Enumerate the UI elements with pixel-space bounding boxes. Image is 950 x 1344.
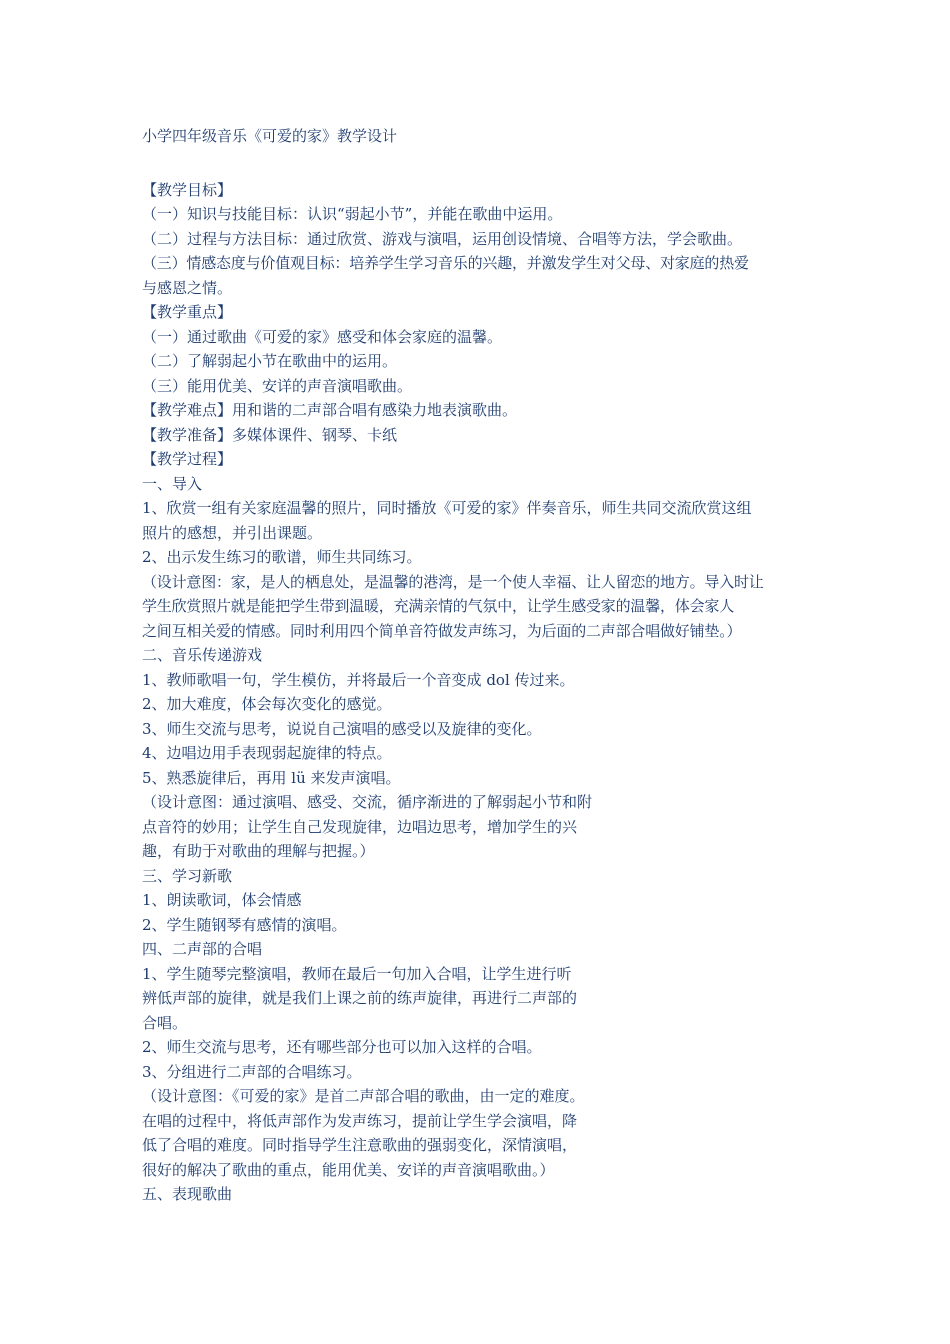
difficulty-line: 【教学难点】用和谐的二声部合唱有感染力地表演歌曲。 <box>142 401 518 419</box>
section-line: 在唱的过程中，将低声部作为发声练习，提前让学生学会演唱，降 <box>142 1111 578 1130</box>
section-line: 3、师生交流与思考，说说自己演唱的感受以及旋律的变化。 <box>142 719 542 738</box>
section-line: 4、边唱边用手表现弱起旋律的特点。 <box>142 744 392 762</box>
section-heading: 二、音乐传递游戏 <box>142 646 263 664</box>
section-line: 1、欣赏一组有关家庭温馨的照片，同时播放《可爱的家》伴奏音乐，师生共同交流欣赏这组 <box>142 499 752 517</box>
document-title: 小学四年级音乐《可爱的家》教学设计 <box>142 127 398 145</box>
section-heading: 三、学习新歌 <box>142 866 233 885</box>
section-line: 合唱。 <box>142 1013 188 1032</box>
section-line: （设计意图：《可爱的家》是首二声部合唱的歌曲，由一定的难度。 <box>142 1087 585 1105</box>
section-line: 低了合唱的难度。同时指导学生注意歌曲的强弱变化，深情演唱， <box>142 1136 578 1154</box>
section-line: 趣，有助于对歌曲的理解与把握。） <box>142 842 375 860</box>
key-point-3: （三）能用优美、安详的声音演唱歌曲。 <box>142 376 413 395</box>
section-line: （设计意图：通过演唱、感受、交流，循序渐进的了解弱起小节和附 <box>142 793 593 811</box>
section-line: 2、加大难度，体会每次变化的感觉。 <box>142 695 392 713</box>
section-line: 学生欣赏照片就是能把学生带到温暖，充满亲情的气氛中，让学生感受家的温馨，体会家人 <box>142 597 735 615</box>
section-line: 之间互相关爱的情感。同时利用四个简单音符做发声练习，为后面的二声部合唱做好铺垫。） <box>142 621 742 640</box>
key-points-heading: 【教学重点】 <box>142 303 233 321</box>
section-line: 2、师生交流与思考，还有哪些部分也可以加入这样的合唱。 <box>142 1038 542 1056</box>
section-line: 5、熟悉旋律后，再用 lü 来发声演唱。 <box>142 768 401 787</box>
objective-knowledge: （一）知识与技能目标：认识“弱起小节”，并能在歌曲中运用。 <box>142 205 563 223</box>
section-line: 点音符的妙用；让学生自己发现旋律，边唱边思考，增加学生的兴 <box>142 817 578 836</box>
section-line: 1、学生随琴完整演唱，教师在最后一句加入合唱，让学生进行听 <box>142 964 572 983</box>
section-line: 很好的解决了歌曲的重点，能用优美、安详的声音演唱歌曲。） <box>142 1160 555 1179</box>
objectives-heading: 【教学目标】 <box>142 180 233 199</box>
objective-emotion: （三）情感态度与价值观目标：培养学生学习音乐的兴趣，并激发学生对父母、对家庭的热爱 <box>142 254 749 272</box>
section-line: 2、学生随钢琴有感情的演唱。 <box>142 915 347 934</box>
section-line: 1、教师歌唱一句，学生模仿，并将最后一个音变成 dol 传过来。 <box>142 670 575 689</box>
section-line: 1、朗读歌词，体会情感 <box>142 891 302 909</box>
section-line: 3、分组进行二声部的合唱练习。 <box>142 1062 362 1081</box>
section-heading: 四、二声部的合唱 <box>142 940 263 958</box>
objective-emotion-cont: 与感恩之情。 <box>142 278 233 297</box>
section-heading: 五、表现歌曲 <box>142 1185 233 1203</box>
document-body <box>142 124 822 1207</box>
section-line: 2、出示发生练习的歌谱，师生共同练习。 <box>142 548 422 566</box>
process-heading: 【教学过程】 <box>142 450 233 468</box>
preparation-line: 【教学准备】多媒体课件、钢琴、卡纸 <box>142 425 398 444</box>
section-heading: 一、导入 <box>142 474 203 493</box>
key-point-1: （一）通过歌曲《可爱的家》感受和体会家庭的温馨。 <box>142 327 503 346</box>
section-line: （设计意图：家，是人的栖息处，是温馨的港湾，是一个使人幸福、让人留恋的地方。导入时让 <box>142 572 764 591</box>
objective-process: （二）过程与方法目标：通过欣赏、游戏与演唱，运用创设情境、合唱等方法，学会歌曲。 <box>142 229 743 248</box>
section-line: 照片的感想，并引出课题。 <box>142 523 323 542</box>
section-line: 辨低声部的旋律，就是我们上课之前的练声旋律，再进行二声部的 <box>142 989 578 1007</box>
key-point-2: （二）了解弱起小节在歌曲中的运用。 <box>142 352 398 370</box>
